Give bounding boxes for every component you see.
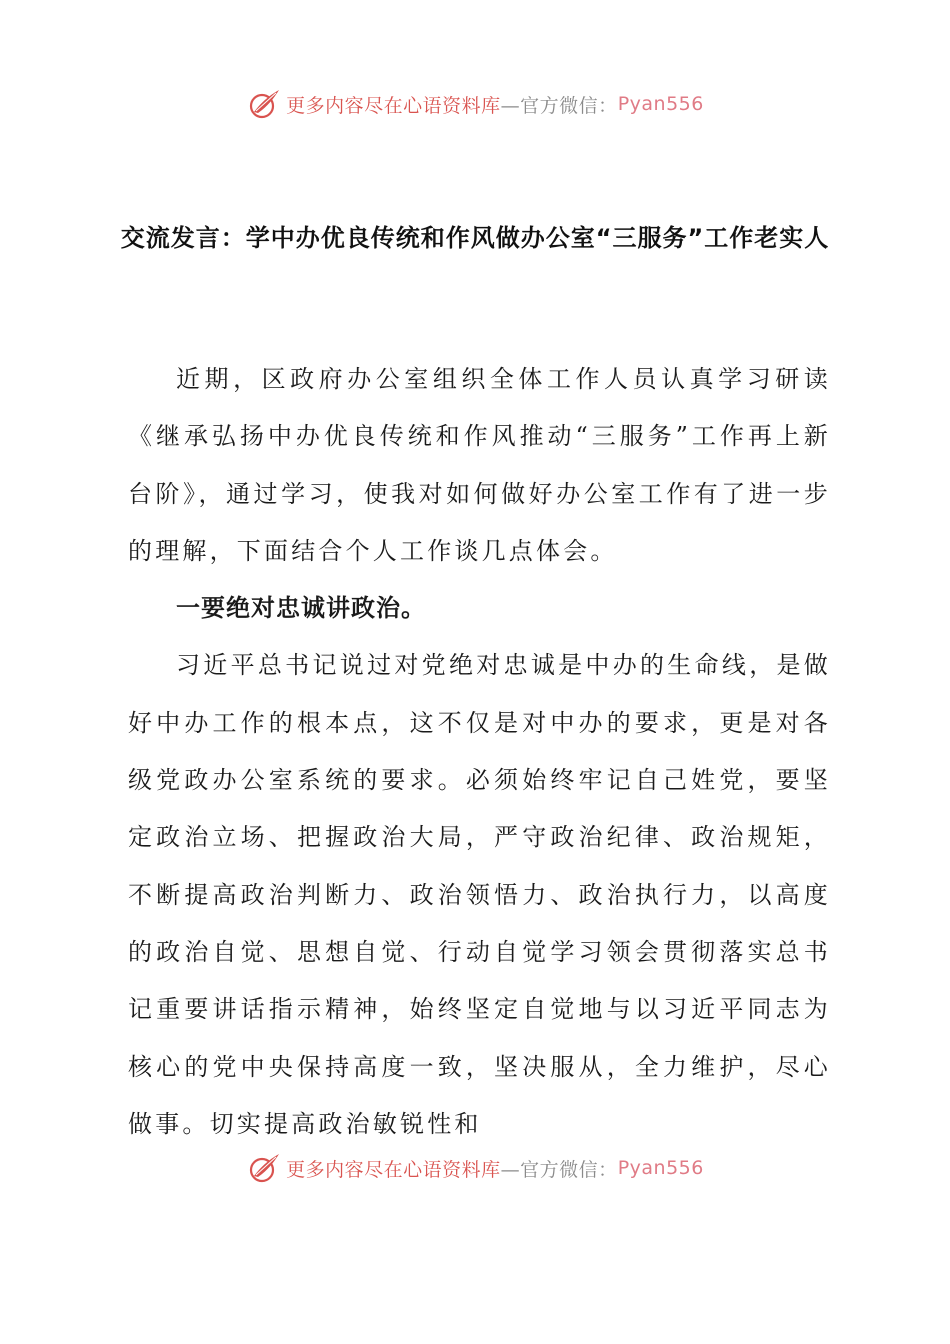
watermark-wechat-label: —官方微信：	[500, 94, 618, 117]
watermark-wechat-account: Pyan556	[617, 1157, 704, 1179]
watermark-wechat-account: Pyan556	[617, 93, 704, 115]
watermark-site-text: 更多内容尽在心语资料库	[286, 94, 501, 117]
document-title: 交流发言：学中办优良传统和作风做办公室“三服务”工作老实人	[120, 224, 830, 252]
watermark-top	[0, 84, 950, 124]
watermark-site-text: 更多内容尽在心语资料库	[286, 1158, 501, 1181]
watermark-wechat-label: —官方微信：	[500, 1158, 618, 1181]
paragraph-body: 习近平总书记说过对党绝对忠诚是中办的生命线，是做好中办工作的根本点，这不仅是对中办的要求，更是对各级党政办公室系统的要求。必须始终牢记自己姓党，要坚定政治立场、把握政治大局，严守政治纪律、政治规矩，不断提高政治判断力、政治领悟力、政治执行力，以高度的政治自觉、思想自觉、行动自觉学习领会贯彻落实总书记重要讲话指示精神，始终坚定自觉地与以习近平同志为核心的党中央保持高度一致，坚决服从，全力维护，尽心做事。切实提高政治敏锐性和	[128, 651, 831, 1138]
document-body	[128, 351, 831, 1153]
feather-quill-logo-icon	[246, 1150, 282, 1186]
paragraph-intro: 近期，区政府办公室组织全体工作人员认真学习研读《继承弘扬中办优良传统和作风推动“三服务”工作再上新台阶》，通过学习，使我对如何做好办公室工作有了进一步的理解，下面结合个人工作谈几点体会。	[128, 365, 831, 565]
watermark-bottom	[0, 1148, 950, 1188]
feather-quill-logo-icon	[246, 86, 282, 122]
section-heading: 一要绝对忠诚讲政治。	[176, 594, 426, 623]
